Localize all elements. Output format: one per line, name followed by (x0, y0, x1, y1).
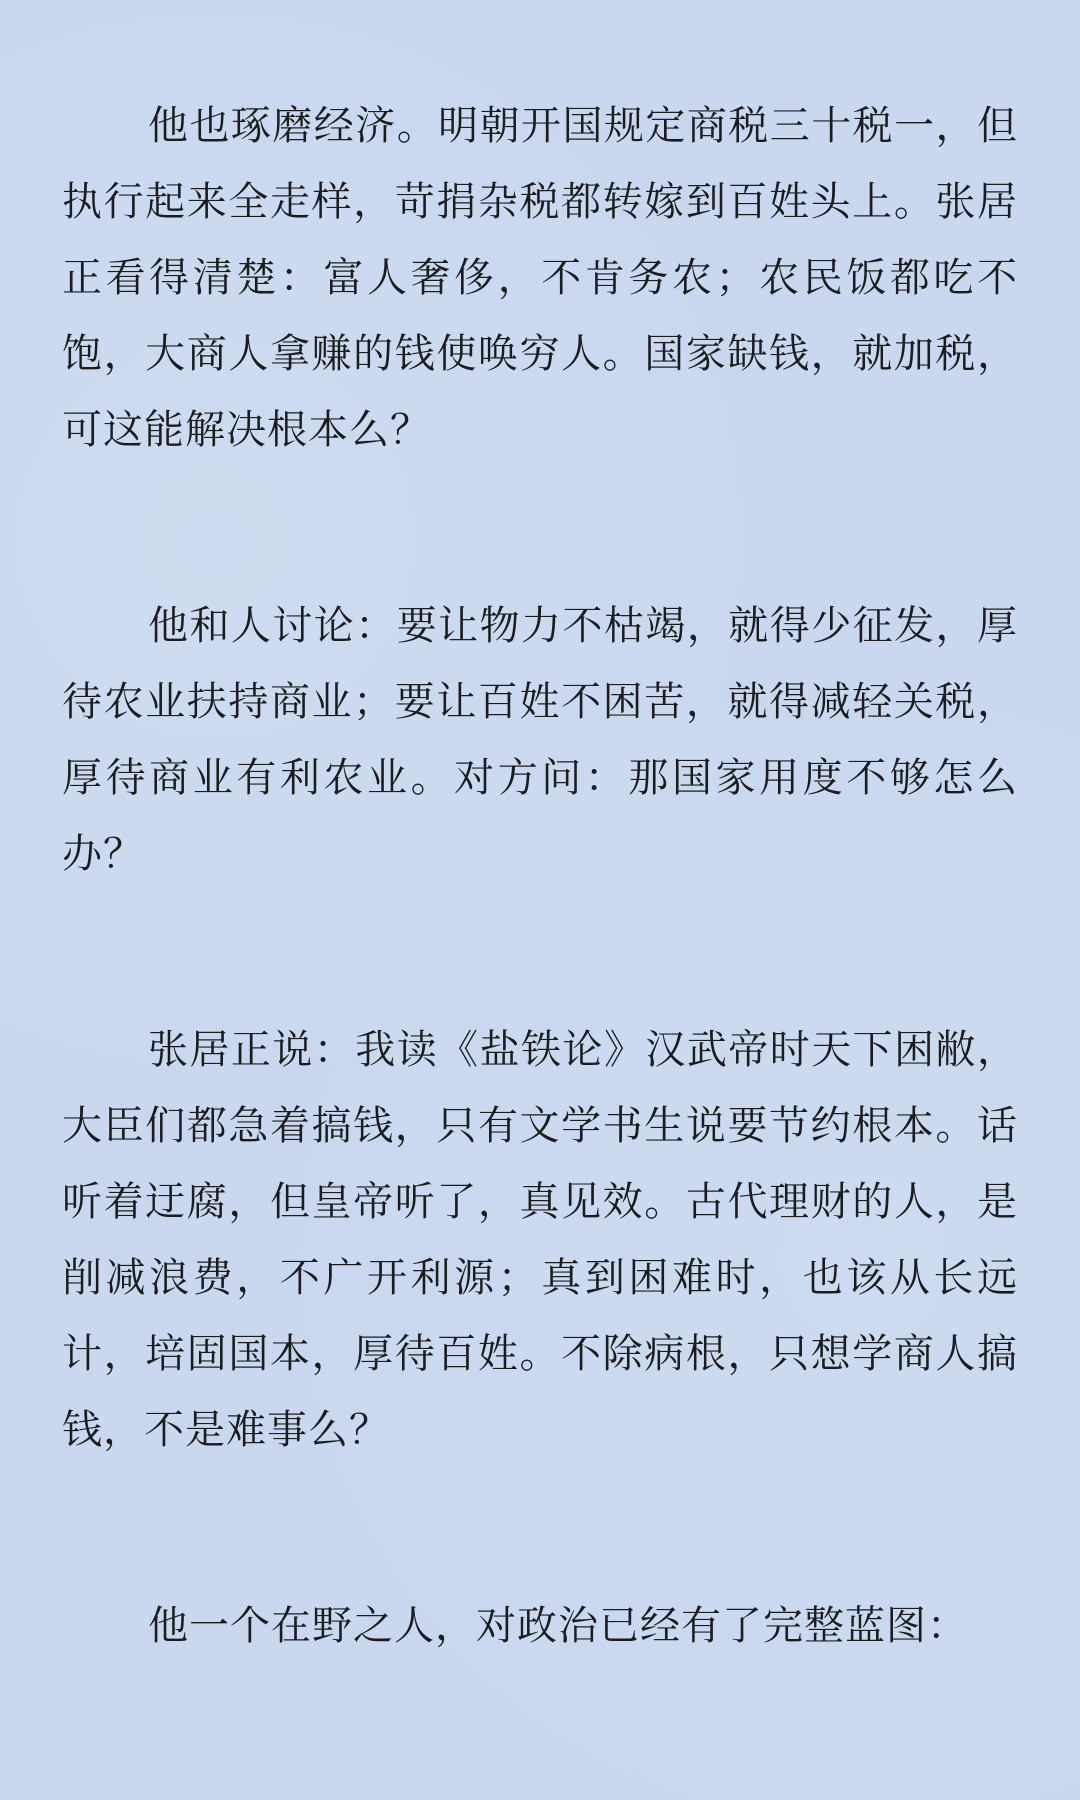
paragraph-economy: 他也琢磨经济。明朝开国规定商税三十税一，但执行起来全走样，苛捐杂税都转嫁到百姓头上。张居正看得清楚：富人奢侈，不肯务农；农民饭都吃不饱，大商人拿赚的钱使唤穷人。国家缺钱，就加税，可这能解决根本么？ (62, 103, 1018, 453)
paragraph-salt-iron: 张居正说：我读《盐铁论》汉武帝时天下困敝，大臣们都急着搞钱，只有文学书生说要节约根本。话听着迂腐，但皇帝听了，真见效。古代理财的人，是削减浪费，不广开利源；真到困难时，也该从长远计，培固国本，厚待百姓。不除病根，只想学商人搞钱，不是难事么？ (62, 1027, 1018, 1453)
paragraph-discussion: 他和人讨论：要让物力不枯竭，就得少征发，厚待农业扶持商业；要让百姓不困苦，就得减轻关税，厚待商业有利农业。对方问：那国家用度不够怎么办？ (62, 603, 1018, 877)
paragraph-blueprint: 他一个在野之人，对政治已经有了完整蓝图： (148, 1603, 968, 1649)
